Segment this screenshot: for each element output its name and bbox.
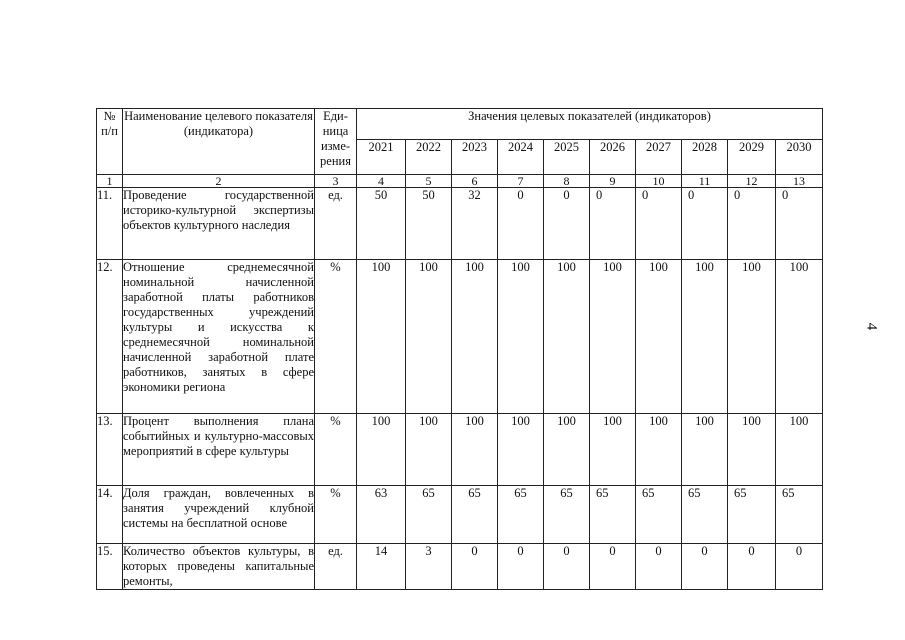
header-name: Наименование целевого показателя (индикатора) bbox=[123, 109, 315, 175]
value-cell-2025: 100 bbox=[544, 414, 590, 486]
value-cell-2029: 0 bbox=[728, 544, 776, 590]
value-cell-2026: 100 bbox=[590, 414, 636, 486]
value-cell-2025: 0 bbox=[544, 544, 590, 590]
indicator-name: Процент выполнения плана событийных и культурно-массовых мероприятий в сфере культуры bbox=[123, 414, 315, 486]
value-cell-2028: 0 bbox=[682, 544, 728, 590]
value-cell-2022: 50 bbox=[406, 188, 452, 260]
header-values-title: Значения целевых показателей (индикаторов) bbox=[357, 109, 823, 140]
value-cell-2029: 100 bbox=[728, 414, 776, 486]
indicator-name: Доля граждан, вовлеченных в занятия учреждений клубной системы на бесплатной основе bbox=[123, 486, 315, 544]
value-cell-2028: 65 bbox=[682, 486, 728, 544]
column-number-11: 11 bbox=[682, 175, 728, 188]
value-cell-2023: 0 bbox=[452, 544, 498, 590]
unit-cell: % bbox=[315, 414, 357, 486]
table-row bbox=[97, 486, 823, 544]
value-cell-2028: 0 bbox=[682, 188, 728, 260]
row-number: 15. bbox=[97, 544, 123, 590]
header-year-2021: 2021 bbox=[357, 140, 406, 175]
row-number: 11. bbox=[97, 188, 123, 260]
value-cell-2021: 14 bbox=[357, 544, 406, 590]
value-cell-2024: 0 bbox=[498, 544, 544, 590]
row-number: 14. bbox=[97, 486, 123, 544]
row-number: 12. bbox=[97, 260, 123, 414]
column-number-8: 8 bbox=[544, 175, 590, 188]
value-cell-2029: 100 bbox=[728, 260, 776, 414]
header-year-2023: 2023 bbox=[452, 140, 498, 175]
value-cell-2026: 65 bbox=[590, 486, 636, 544]
value-cell-2021: 100 bbox=[357, 414, 406, 486]
value-cell-2023: 65 bbox=[452, 486, 498, 544]
value-cell-2030: 0 bbox=[776, 544, 823, 590]
value-cell-2027: 100 bbox=[636, 414, 682, 486]
value-cell-2022: 65 bbox=[406, 486, 452, 544]
value-cell-2024: 100 bbox=[498, 414, 544, 486]
column-numbers-row bbox=[97, 175, 823, 188]
value-cell-2022: 3 bbox=[406, 544, 452, 590]
value-cell-2021: 63 bbox=[357, 486, 406, 544]
value-cell-2024: 100 bbox=[498, 260, 544, 414]
value-cell-2030: 0 bbox=[776, 188, 823, 260]
unit-cell: % bbox=[315, 486, 357, 544]
value-cell-2030: 100 bbox=[776, 260, 823, 414]
value-cell-2028: 100 bbox=[682, 414, 728, 486]
value-cell-2026: 100 bbox=[590, 260, 636, 414]
column-number-9: 9 bbox=[590, 175, 636, 188]
value-cell-2026: 0 bbox=[590, 188, 636, 260]
value-cell-2021: 50 bbox=[357, 188, 406, 260]
value-cell-2021: 100 bbox=[357, 260, 406, 414]
row-number: 13. bbox=[97, 414, 123, 486]
header-year-2026: 2026 bbox=[590, 140, 636, 175]
indicator-name: Количество объектов культуры, в которых проведены капитальные ремонты, bbox=[123, 544, 314, 588]
unit-cell: ед. bbox=[315, 188, 357, 260]
value-cell-2024: 65 bbox=[498, 486, 544, 544]
column-number-3: 3 bbox=[315, 175, 357, 188]
target-indicators-table bbox=[96, 108, 823, 590]
column-number-6: 6 bbox=[452, 175, 498, 188]
indicator-name: Проведение государственной историко-культурной экспертизы объектов культурного наследия bbox=[123, 188, 315, 260]
table-row bbox=[97, 188, 823, 260]
value-cell-2022: 100 bbox=[406, 260, 452, 414]
value-cell-2028: 100 bbox=[682, 260, 728, 414]
column-number-12: 12 bbox=[728, 175, 776, 188]
unit-cell: % bbox=[315, 260, 357, 414]
column-number-1: 1 bbox=[97, 175, 123, 188]
header-year-2025: 2025 bbox=[544, 140, 590, 175]
value-cell-2022: 100 bbox=[406, 414, 452, 486]
table-row bbox=[97, 544, 823, 590]
value-cell-2023: 32 bbox=[452, 188, 498, 260]
value-cell-2027: 0 bbox=[636, 188, 682, 260]
header-num: № п/п bbox=[97, 109, 123, 175]
value-cell-2026: 0 bbox=[590, 544, 636, 590]
value-cell-2025: 65 bbox=[544, 486, 590, 544]
value-cell-2025: 0 bbox=[544, 188, 590, 260]
header-year-2029: 2029 bbox=[728, 140, 776, 175]
header-year-2027: 2027 bbox=[636, 140, 682, 175]
header-row-1 bbox=[97, 109, 823, 140]
header-year-2028: 2028 bbox=[682, 140, 728, 175]
value-cell-2029: 65 bbox=[728, 486, 776, 544]
value-cell-2027: 100 bbox=[636, 260, 682, 414]
value-cell-2027: 0 bbox=[636, 544, 682, 590]
indicator-name: Отношение среднемесячной номинальной начисленной заработной платы работников государственных учреждений культуры и искусства к среднемесячной номинальной начисленной заработной плате работников, занятых в сфере экономики региона bbox=[123, 260, 315, 414]
column-number-4: 4 bbox=[357, 175, 406, 188]
column-number-2: 2 bbox=[123, 175, 315, 188]
value-cell-2029: 0 bbox=[728, 188, 776, 260]
value-cell-2023: 100 bbox=[452, 414, 498, 486]
table-row bbox=[97, 414, 823, 486]
header-year-2022: 2022 bbox=[406, 140, 452, 175]
unit-cell: ед. bbox=[315, 544, 357, 590]
column-number-7: 7 bbox=[498, 175, 544, 188]
header-unit: Еди-ница изме-рения bbox=[315, 109, 357, 175]
header-year-2030: 2030 bbox=[776, 140, 823, 175]
table-row bbox=[97, 260, 823, 414]
column-number-10: 10 bbox=[636, 175, 682, 188]
value-cell-2025: 100 bbox=[544, 260, 590, 414]
value-cell-2027: 65 bbox=[636, 486, 682, 544]
value-cell-2030: 100 bbox=[776, 414, 823, 486]
page-number: 4 bbox=[863, 322, 880, 331]
column-number-13: 13 bbox=[776, 175, 823, 188]
value-cell-2030: 65 bbox=[776, 486, 823, 544]
value-cell-2024: 0 bbox=[498, 188, 544, 260]
column-number-5: 5 bbox=[406, 175, 452, 188]
header-year-2024: 2024 bbox=[498, 140, 544, 175]
value-cell-2023: 100 bbox=[452, 260, 498, 414]
